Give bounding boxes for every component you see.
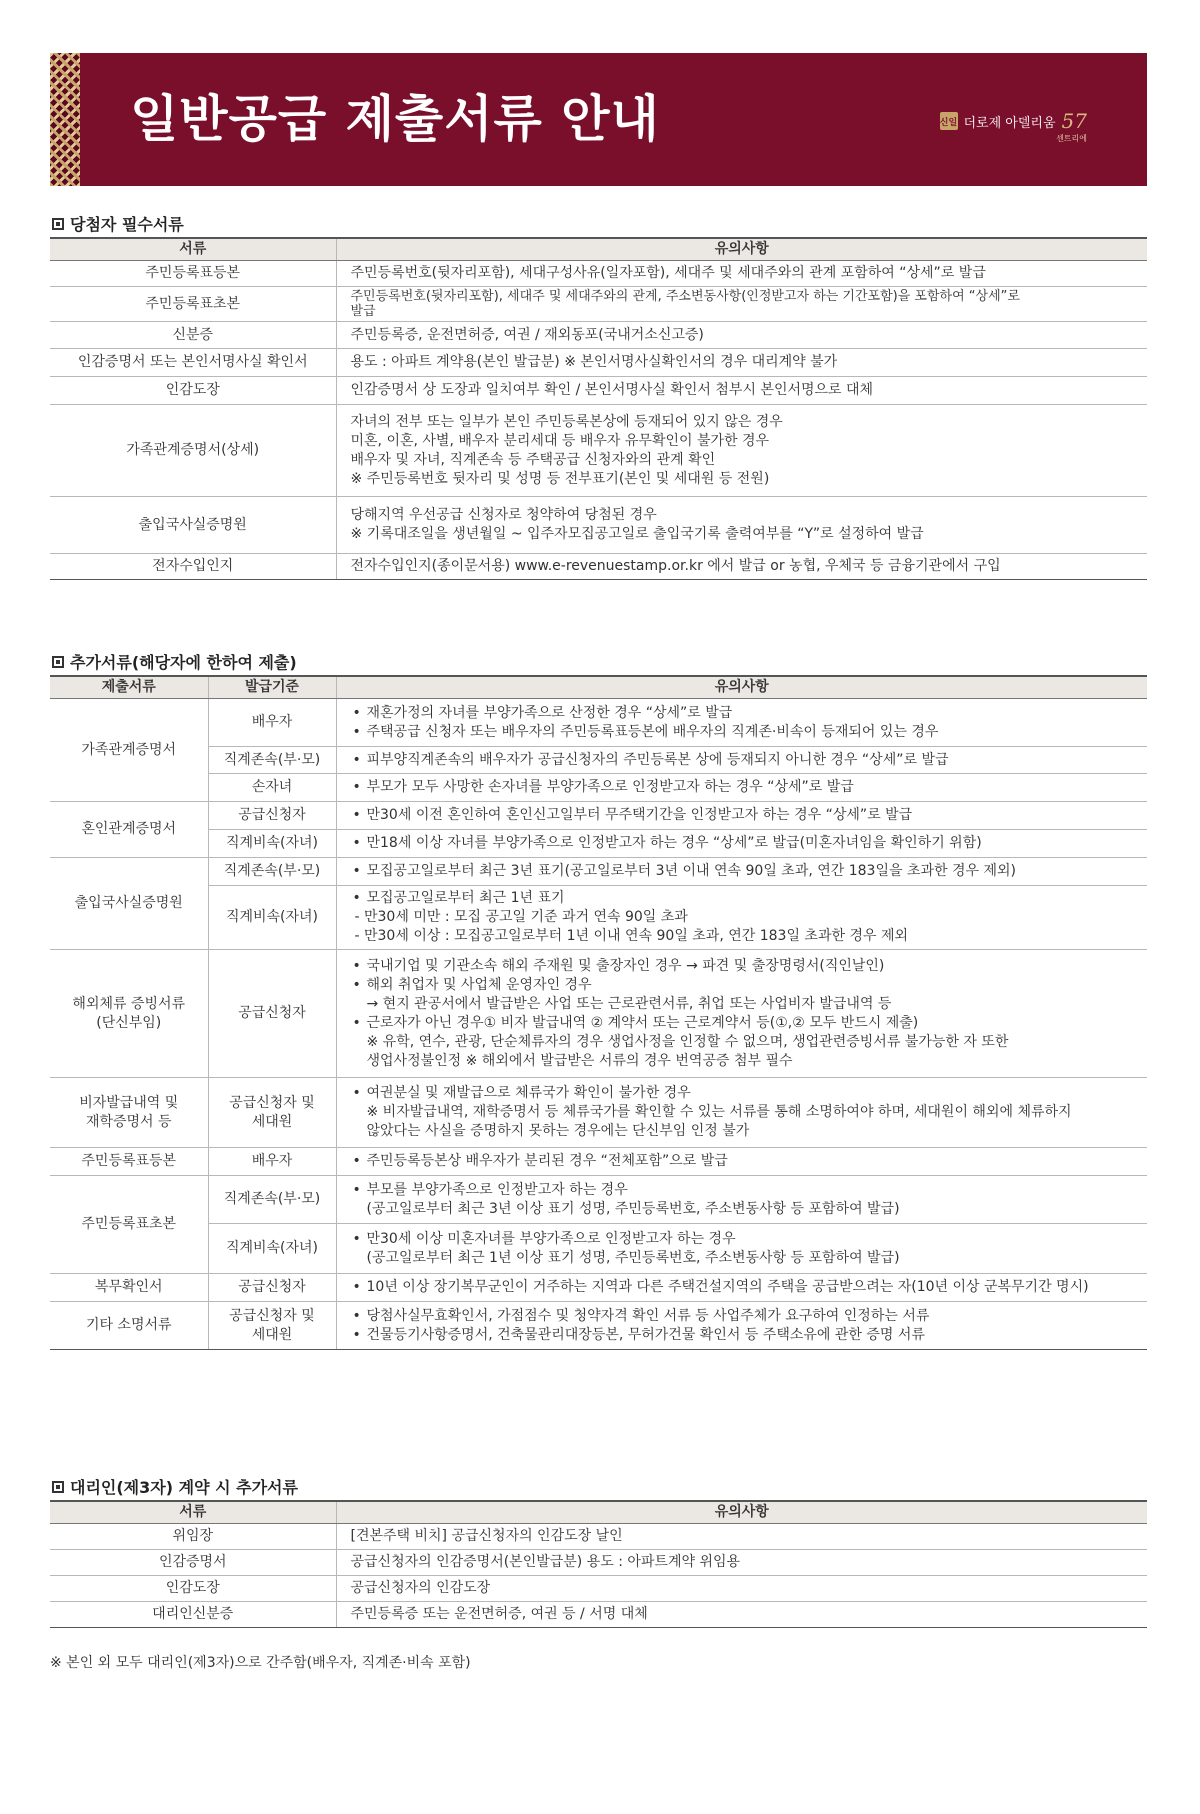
doc-note-cell: 자녀의 전부 또는 일부가 본인 주민등록본상에 등재되어 있지 않은 경우 미혼, 이혼, 사별, 배우자 분리세대 등 배우자 유무확인이 불가한 경우 배우자 및 자녀, 직계존속 등 주택공급 신청자와의 관계 확인 ※ 주민등록번호 뒷자리 및 성명 등 전부표기(본인 및 세대원 등 전원) [336,405,1147,497]
table-row [50,858,1147,886]
basis-cell: 공급신청자 및 세대원 [208,1078,336,1148]
doc-name-cell: 인감증명서 [50,1550,336,1576]
doc-note-cell: 전자수입인지(종이문서용) www.e-revenuestamp.or.kr 에서 발급 or 농협, 우체국 등 금융기관에서 구입 [336,554,1147,580]
note-list [351,1230,1134,1268]
note-cell [336,858,1147,886]
note-cell [336,699,1147,747]
table-row [50,774,1147,802]
required-docs-table [50,237,1147,580]
brand-name: 더로제 아델리움 [963,115,1056,131]
table-row [50,1274,1147,1302]
table-header-row [50,238,1147,261]
additional-docs-table [50,675,1147,1350]
note-item: • 부모가 모두 사망한 손자녀를 부양가족으로 인정받고자 하는 경우 “상세”로 발급 [351,778,1134,797]
table-row [50,1550,1147,1576]
banner-pattern [50,53,80,186]
table-row [50,1576,1147,1602]
table-row [50,1078,1147,1148]
note-item: • 주민등록등본상 배우자가 분리된 경우 “전체포함”으로 발급 [351,1152,1134,1171]
table-row [50,554,1147,580]
brand-number: 57 [1061,109,1087,133]
doc-note-cell: 주민등록증, 운전면허증, 여권 / 재외동포(국내거소신고증) [336,322,1147,349]
section-additional-label: 추가서류(해당자에 한하여 제출) [70,653,297,672]
table-row [50,1224,1147,1274]
table-row [50,747,1147,774]
page-title: 일반공급 제출서류 안내 [130,90,660,148]
doc-name-cell: 주민등록표등본 [50,261,336,287]
doc-name-cell: 주민등록표초본 [50,1176,208,1274]
brand-mark-icon: 신일 [940,112,958,130]
note-item: • 국내기업 및 기관소속 해외 주재원 및 출장자인 경우 → 파견 및 출장명령서(직인날인) [351,957,1134,976]
col-header-doc: 서류 [50,1501,336,1524]
brand-logo [940,109,1088,133]
table-row [50,377,1147,405]
table-row [50,1176,1147,1224]
note-cell [336,802,1147,830]
section-required-title [52,212,184,235]
table-row [50,886,1147,950]
doc-name-cell: 위임장 [50,1524,336,1550]
note-cell [336,1302,1147,1350]
doc-note-cell: 인감증명서 상 도장과 일치여부 확인 / 본인서명사실 확인서 첨부시 본인서명으로 대체 [336,377,1147,405]
note-item: • 만30세 이상 미혼자녀를 부양가족으로 인정받고자 하는 경우 (공고일로부터 최근 1년 이상 표기 성명, 주민등록번호, 주소변동사항 등 포함하여 발급) [351,1230,1134,1268]
section-required-label: 당첨자 필수서류 [70,215,184,234]
table-row [50,1524,1147,1550]
table-row [50,802,1147,830]
note-cell [336,774,1147,802]
basis-cell: 직계존속(부·모) [208,1176,336,1224]
note-item: • 해외 취업자 및 사업체 운영자인 경우 → 현지 관공서에서 발급받은 사업 또는 근로관련서류, 취업 또는 사업비자 발급내역 등 [351,976,1134,1014]
table-row [50,830,1147,858]
doc-name-cell: 기타 소명서류 [50,1302,208,1350]
proxy-docs-table [50,1500,1147,1628]
section-proxy-label: 대리인(제3자) 계약 시 추가서류 [70,1478,298,1497]
table-row [50,322,1147,349]
note-item: • 주택공급 신청자 또는 배우자의 주민등록표등본에 배우자의 직계존·비속이 등재되어 있는 경우 [351,723,1134,742]
square-bullet-icon [52,1481,64,1493]
note-item: • 근로자가 아닌 경우① 비자 발급내역 ② 계약서 또는 근로계약서 등(①,② 모두 반드시 제출) ※ 유학, 연수, 관광, 단순체류자의 경우 생업사정을 인정할 수 없으며, 생업관련증빙서류 불가능한 자 또한 생업사정불인정 ※ 해외에서 발급받은 서류의 경우 번역공증 첨부 필수 [351,1014,1134,1071]
doc-name-cell: 가족관계증명서(상세) [50,405,336,497]
note-item: • 모집공고일로부터 최근 1년 표기 [351,889,1134,908]
doc-name-cell: 대리인신분증 [50,1602,336,1628]
section-additional-title [52,650,297,673]
note-list [351,806,1134,825]
table-row [50,1148,1147,1176]
doc-name-cell: 주민등록표등본 [50,1148,208,1176]
doc-name-cell: 해외체류 증빙서류 (단신부임) [50,950,208,1078]
doc-note-cell: 당해지역 우선공급 신청자로 청약하여 당첨된 경우 ※ 기록대조일을 생년월일 ~ 입주자모집공고일로 출입국기록 출력여부를 “Y”로 설정하여 발급 [336,497,1147,554]
table-row [50,699,1147,747]
doc-name-cell: 인감증명서 또는 본인서명사실 확인서 [50,349,336,377]
note-list [351,1084,1134,1141]
doc-name-cell: 복무확인서 [50,1274,208,1302]
basis-cell: 직계비속(자녀) [208,830,336,858]
note-item: • 부모를 부양가족으로 인정받고자 하는 경우 (공고일로부터 최근 3년 이상 표기 성명, 주민등록번호, 주소변동사항 등 포함하여 발급) [351,1181,1134,1219]
doc-name-cell: 인감도장 [50,377,336,405]
proxy-footnote: ※ 본인 외 모두 대리인(제3자)으로 간주함(배우자, 직계존·비속 포함) [50,1655,471,1671]
doc-name-cell: 가족관계증명서 [50,699,208,802]
doc-note-cell: 주민등록증 또는 운전면허증, 여권 등 / 서명 대체 [336,1602,1147,1628]
note-list [351,1152,1134,1171]
brand-sub: 센트리에 [1056,134,1087,143]
note-item: • 피부양직계존속의 배우자가 공급신청자의 주민등록본 상에 등재되지 아니한 경우 “상세”로 발급 [351,751,1134,770]
table-row [50,405,1147,497]
note-cell [336,1224,1147,1274]
table-header-row [50,1501,1147,1524]
col-header-doc: 제출서류 [50,676,208,699]
note-extra: - 만30세 미만 : 모집 공고일 기준 과거 연속 90일 초과 - 만30세 이상 : 모집공고일로부터 1년 이내 연속 90일 초과, 연간 183일 초과한 경우 제외 [354,909,908,944]
table-row [50,950,1147,1078]
square-bullet-icon [52,218,64,230]
doc-name-cell: 주민등록표초본 [50,287,336,322]
note-list [351,778,1134,797]
note-cell [336,950,1147,1078]
doc-note-cell: [견본주택 비치] 공급신청자의 인감도장 날인 [336,1524,1147,1550]
table-header-row [50,676,1147,699]
col-header-basis: 발급기준 [208,676,336,699]
basis-cell: 손자녀 [208,774,336,802]
note-list [351,957,1134,1071]
doc-name-cell: 신분증 [50,322,336,349]
table-row [50,1302,1147,1350]
note-cell [336,747,1147,774]
basis-cell: 배우자 [208,1148,336,1176]
note-cell [336,1176,1147,1224]
doc-name-cell: 인감도장 [50,1576,336,1602]
note-list [351,1278,1134,1297]
doc-note-cell: 공급신청자의 인감도장 [336,1576,1147,1602]
note-item: • 10년 이상 장기복무군인이 거주하는 지역과 다른 주택건설지역의 주택을 공급받으려는 자(10년 이상 군복무기간 명시) [351,1278,1134,1297]
table-row [50,497,1147,554]
note-cell [336,886,1147,950]
note-cell [336,1148,1147,1176]
doc-note-cell: 공급신청자의 인감증명서(본인발급분) 용도 : 아파트계약 위임용 [336,1550,1147,1576]
note-list [351,889,1134,908]
basis-cell: 배우자 [208,699,336,747]
basis-cell: 직계존속(부·모) [208,858,336,886]
header-banner [50,53,1147,186]
table-row [50,261,1147,287]
doc-name-cell: 출입국사실증명원 [50,858,208,950]
basis-cell: 직계존속(부·모) [208,747,336,774]
note-item: • 모집공고일로부터 최근 3년 표기(공고일로부터 3년 이내 연속 90일 초과, 연간 183일을 초과한 경우 제외) [351,862,1134,881]
note-list [351,1307,1134,1345]
table-row [50,1602,1147,1628]
note-list [351,1181,1134,1219]
note-list [351,704,1134,742]
doc-name-cell: 혼인관계증명서 [50,802,208,858]
col-header-note: 유의사항 [336,1501,1147,1524]
doc-name-cell: 비자발급내역 및 재학증명서 등 [50,1078,208,1148]
basis-cell: 직계비속(자녀) [208,1224,336,1274]
note-item: • 만30세 이전 혼인하여 혼인신고일부터 무주택기간을 인정받고자 하는 경우 “상세”로 발급 [351,806,1134,825]
basis-cell: 공급신청자 [208,1274,336,1302]
doc-note-cell: 주민등록번호(뒷자리포함), 세대주 및 세대주와의 관계, 주소변동사항(인정받고자 하는 기간포함)을 포함하여 “상세”로 발급 [336,287,1147,322]
section-proxy-title [52,1475,298,1498]
note-cell [336,830,1147,858]
col-header-doc: 서류 [50,238,336,261]
col-header-note: 유의사항 [336,238,1147,261]
note-item: • 재혼가정의 자녀를 부양가족으로 산정한 경우 “상세”로 발급 [351,704,1134,723]
doc-note-cell: 주민등록번호(뒷자리포함), 세대구성사유(일자포함), 세대주 및 세대주와의 관계 포함하여 “상세”로 발급 [336,261,1147,287]
note-list [351,751,1134,770]
doc-name-cell: 출입국사실증명원 [50,497,336,554]
note-item: • 만18세 이상 자녀를 부양가족으로 인정받고자 하는 경우 “상세”로 발급(미혼자녀임을 확인하기 위함) [351,834,1134,853]
basis-cell: 공급신청자 [208,802,336,830]
doc-note-cell: 용도 : 아파트 계약용(본인 발급분) ※ 본인서명사실확인서의 경우 대리계약 불가 [336,349,1147,377]
note-list [351,862,1134,881]
note-item: • 여권분실 및 재발급으로 체류국가 확인이 불가한 경우 ※ 비자발급내역, 재학증명서 등 체류국가를 확인할 수 있는 서류를 통해 소명하여야 하며, 세대원이 해외에 체류하지 않았다는 사실을 증명하지 못하는 경우에는 단신부임 인정 불가 [351,1084,1134,1141]
note-item: • 건물등기사항증명서, 건축물관리대장등본, 무허가건물 확인서 등 주택소유에 관한 증명 서류 [351,1326,1134,1345]
col-header-note: 유의사항 [336,676,1147,699]
table-row [50,349,1147,377]
basis-cell: 공급신청자 [208,950,336,1078]
note-list [351,834,1134,853]
note-cell [336,1274,1147,1302]
note-item: • 당첨사실무효확인서, 가점점수 및 청약자격 확인 서류 등 사업주체가 요구하여 인정하는 서류 [351,1307,1134,1326]
basis-cell: 공급신청자 및 세대원 [208,1302,336,1350]
note-cell [336,1078,1147,1148]
square-bullet-icon [52,656,64,668]
basis-cell: 직계비속(자녀) [208,886,336,950]
table-row [50,287,1147,322]
doc-name-cell: 전자수입인지 [50,554,336,580]
